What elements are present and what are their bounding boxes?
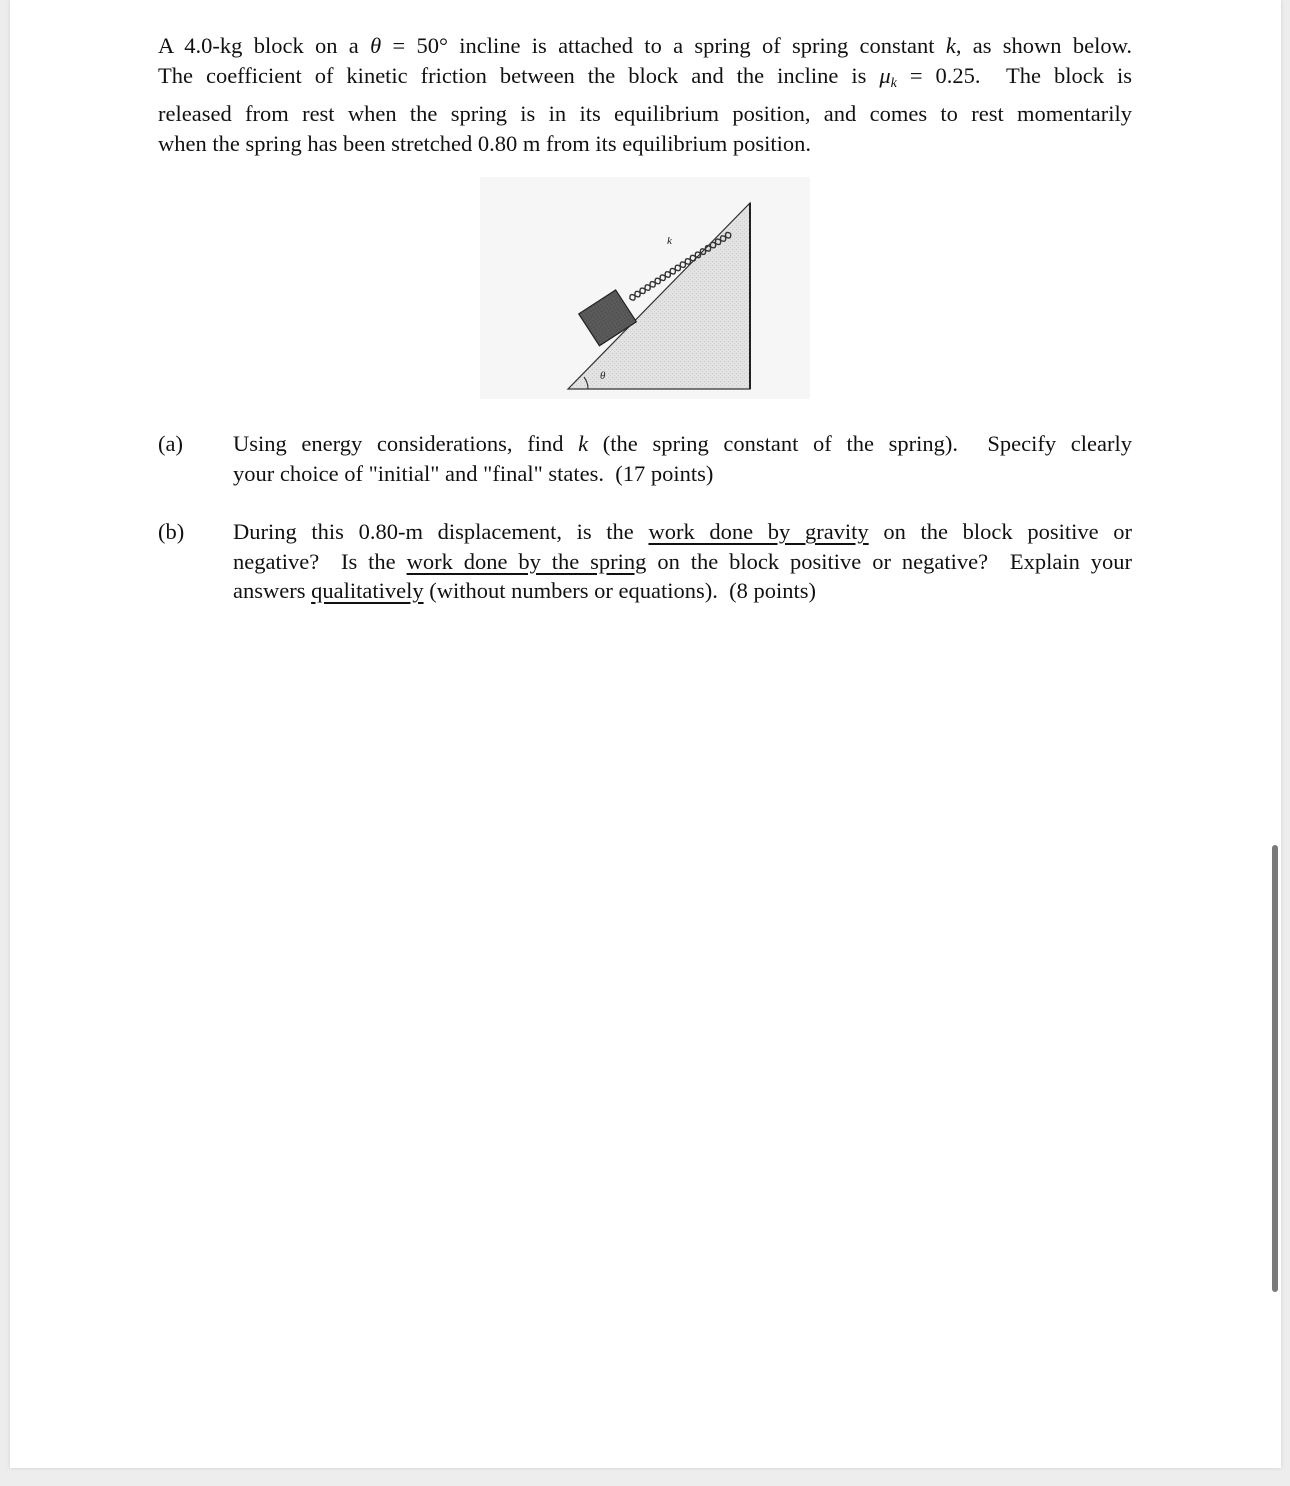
question-a-label: (a) [158, 431, 183, 456]
intro-line-3: released from rest when the spring is in its equilibrium position, and comes to rest momentarily [158, 101, 1132, 126]
question-b-line-3: answers qualitatively (without numbers or equations). (8 points) [233, 578, 817, 603]
intro-line-4: when the spring has been stretched 0.80 m from its equilibrium position. [158, 131, 812, 156]
problem-statement [158, 31, 1132, 159]
incline-spring-figure [480, 177, 810, 399]
vertical-scrollbar[interactable] [1272, 845, 1278, 1292]
question-a-line-1: Using energy considerations, find k (the spring constant of the spring). Specify clearly [233, 431, 1132, 456]
document-page [10, 0, 1281, 1468]
intro-line-2: The coefficient of kinetic friction between the block and the incline is $\mu_k = 0.25$. The block is [158, 63, 1132, 91]
question-b-line-1: During this 0.80-m displacement, is the work done by gravity on the block positive or [233, 519, 1132, 544]
question-a-text [233, 429, 1132, 488]
question-b-line-2: negative? Is the work done by the spring on the block positive or negative? Explain your [233, 548, 1133, 574]
incline-diagram [480, 177, 810, 399]
question-a-line-2: your choice of "initial" and "final" states. (17 points) [233, 460, 714, 486]
spring-label: k [667, 235, 672, 247]
question-b-label: (b) [158, 519, 185, 544]
question-b-text [233, 517, 1132, 606]
intro-line-1: A 4.0-kg block on a θ = 50° incline is attached to a spring of spring constant k, as shown below. [158, 33, 1132, 58]
angle-label: θ [600, 370, 606, 382]
